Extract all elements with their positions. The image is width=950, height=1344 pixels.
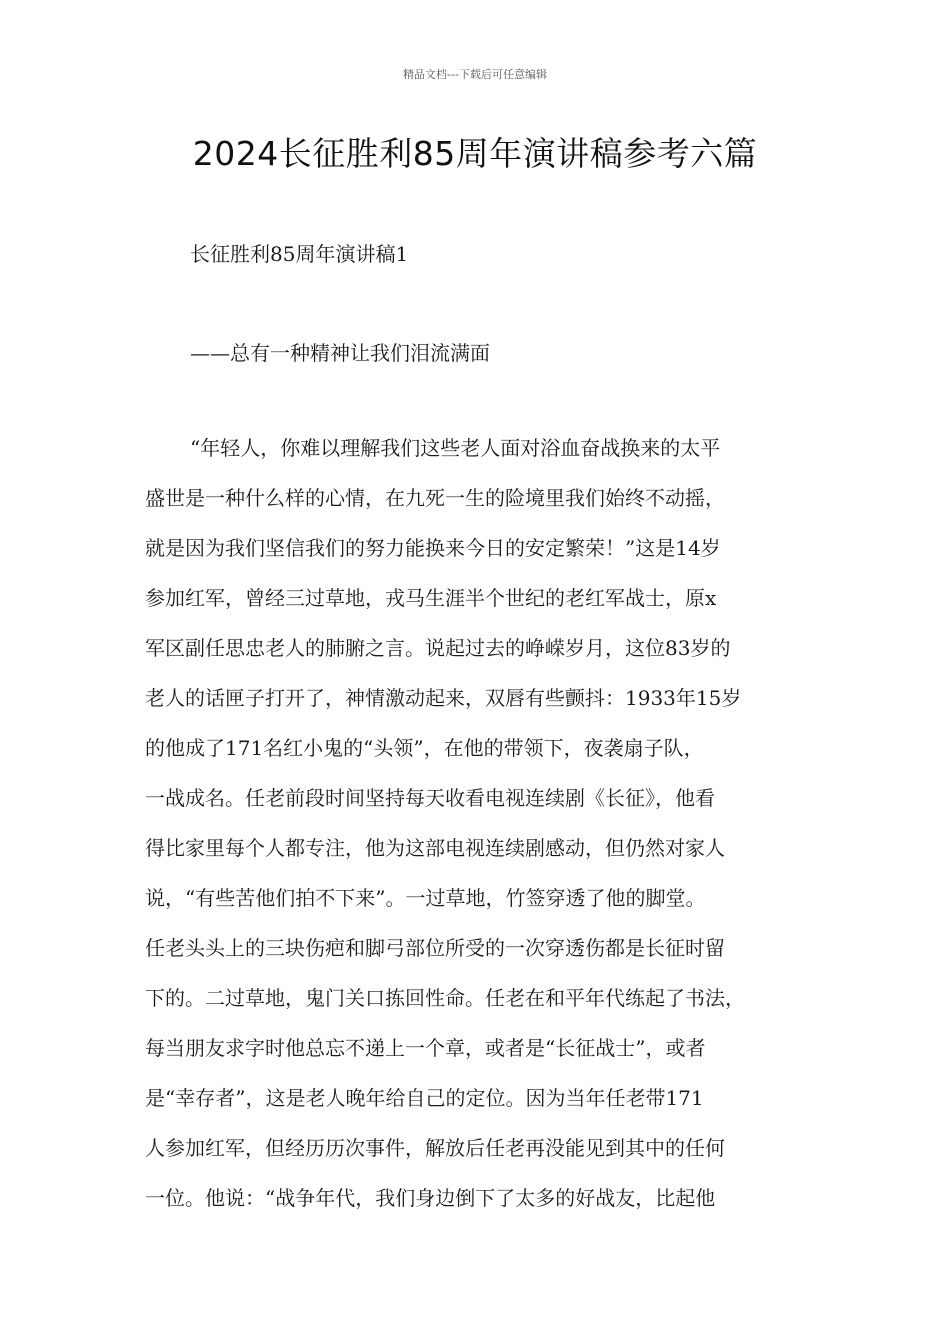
body-line: 得比家里每个人都专注，他为这部电视连续剧感动，但仍然对家人: [145, 836, 725, 860]
body-line: 盛世是一种什么样的心情，在九死一生的险境里我们始终不动摇，: [145, 486, 725, 510]
body-line: 说，“有些苦他们拍不下来”。一过草地，竹签穿透了他的脚堂。: [145, 886, 706, 910]
body-paragraph: [145, 430, 815, 1230]
body-line: 老人的话匣子打开了，神情激动起来，双唇有些颤抖：1933年15岁: [145, 686, 742, 710]
document-title: 2024长征胜利85周年演讲稿参考六篇: [192, 134, 758, 173]
body-line: 任老头头上的三块伤疤和脚弓部位所受的一次穿透伤都是长征时留: [145, 936, 725, 960]
header-note: 精品文档---下载后可任意编辑: [403, 68, 547, 81]
body-line: 一位。他说：“战争年代，我们身边倒下了太多的好战友，比起他: [145, 1186, 716, 1210]
body-line: 军区副任思忠老人的肺腑之言。说起过去的峥嵘岁月，这位83岁的: [145, 636, 731, 660]
body-line: 是“幸存者”，这是老人晚年给自己的定位。因为当年任老带171: [145, 1086, 704, 1110]
speech-subtitle: ——总有一种精神让我们泪流满面: [190, 341, 490, 365]
body-line: 的他成了171名红小鬼的“头领”，在他的带领下，夜袭扇子队，: [145, 736, 704, 760]
body-line: 下的。二过草地，鬼门关口拣回性命。任老在和平年代练起了书法，: [145, 986, 745, 1010]
body-line: 参加红军，曾经三过草地，戎马生涯半个世纪的老红军战士，原x: [145, 586, 717, 610]
section-heading: 长征胜利85周年演讲稿1: [190, 242, 409, 266]
body-line: 每当朋友求字时他总忘不递上一个章，或者是“长征战士”，或者: [145, 1036, 706, 1060]
body-line: 就是因为我们坚信我们的努力能换来今日的安定繁荣！”这是14岁: [145, 536, 721, 560]
body-line: “年轻人，你难以理解我们这些老人面对浴血奋战换来的太平: [190, 436, 721, 460]
body-line: 一战成名。任老前段时间坚持每天收看电视连续剧《长征》，他看: [145, 786, 715, 810]
body-line: 人参加红军，但经历历次事件，解放后任老再没能见到其中的任何: [145, 1136, 725, 1160]
